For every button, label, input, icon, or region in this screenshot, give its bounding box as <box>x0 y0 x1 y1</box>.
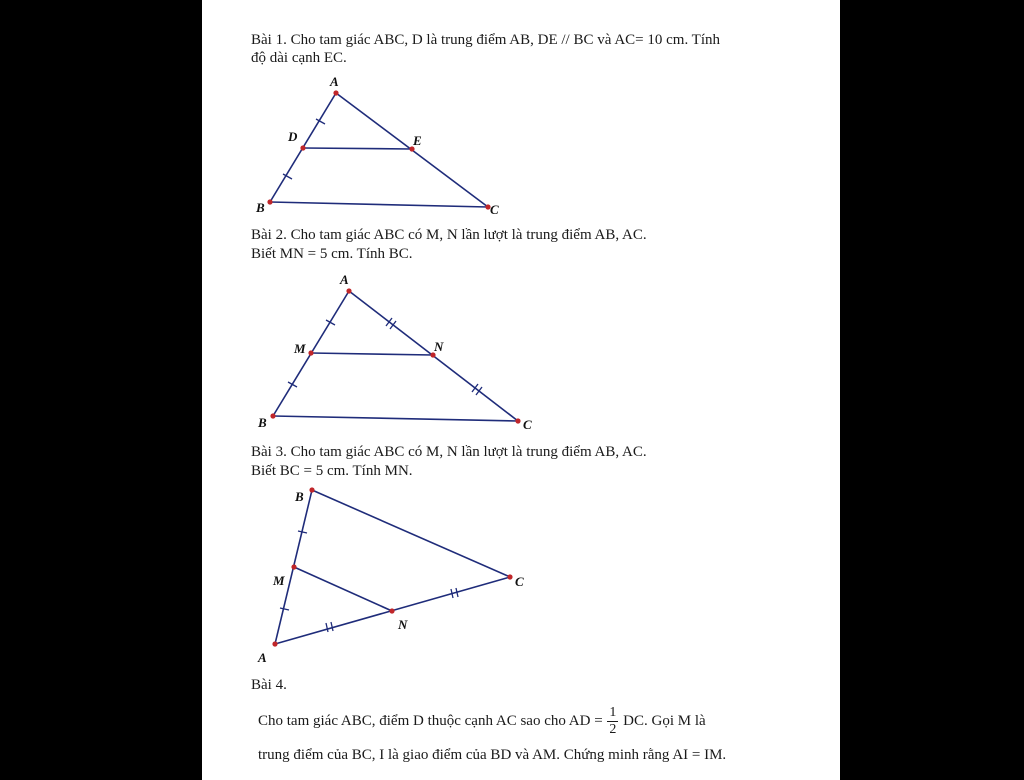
label-c-3: C <box>515 574 524 589</box>
point-b-1 <box>267 199 272 204</box>
bai2-line1: Bài 2. Cho tam giác ABC có M, N lần lượt là trung điểm AB, AC. <box>251 227 647 243</box>
bai1-line1: Bài 1. Cho tam giác ABC, D là trung điểm AB, DE // BC và AC= 10 cm. Tính <box>251 32 720 48</box>
label-b-2: B <box>258 415 267 430</box>
segment-bc-3 <box>312 490 510 577</box>
label-e-1: E <box>413 133 422 148</box>
tick-mark <box>472 384 478 392</box>
tick-mark <box>331 622 333 631</box>
tick-mark <box>476 387 482 395</box>
bai4-line1-start: Cho tam giác ABC, điểm D thuộc cạnh AC sao cho AD = <box>258 712 603 729</box>
segment-de-1 <box>303 148 412 149</box>
bai1-line2: độ dài cạnh EC. <box>251 50 347 66</box>
bai4-line2: trung điểm của BC, I là giao điểm của BD và AM. Chứng minh rằng AI = IM. <box>258 747 727 763</box>
bai3-line2: Biết BC = 5 cm. Tính MN. <box>251 463 413 479</box>
label-m-3: M <box>273 573 285 588</box>
label-n-3: N <box>398 617 408 632</box>
figure-2-triangle <box>257 272 532 432</box>
segment-mn-3 <box>294 567 392 611</box>
label-a-1: A <box>330 74 339 89</box>
segment-bc-1 <box>270 202 488 207</box>
tick-mark <box>390 321 396 329</box>
point-a-2 <box>346 288 351 293</box>
fraction-denominator: 2 <box>609 722 617 737</box>
point-a-1 <box>333 90 338 95</box>
point-n-3 <box>389 608 394 613</box>
bai2-line2: Biết MN = 5 cm. Tính BC. <box>251 246 413 262</box>
label-n-2: N <box>434 339 444 354</box>
segment-bc-2 <box>273 416 518 421</box>
figure-3-triangle <box>257 487 524 665</box>
segment-mn-2 <box>311 353 433 355</box>
point-m-2 <box>308 350 313 355</box>
point-c-3 <box>507 574 512 579</box>
figure-1-triangle <box>255 74 499 217</box>
point-c-2 <box>515 418 520 423</box>
label-a-3: A <box>258 650 267 665</box>
point-a-3 <box>272 641 277 646</box>
label-a-2: A <box>340 272 349 287</box>
point-m-3 <box>291 564 296 569</box>
point-b-2 <box>270 413 275 418</box>
point-b-3 <box>309 487 314 492</box>
label-c-2: C <box>523 417 532 432</box>
tick-mark <box>326 623 328 632</box>
label-d-1: D <box>288 129 298 144</box>
point-d-1 <box>300 145 305 150</box>
tick-mark <box>280 608 289 610</box>
label-c-1: C <box>490 202 499 217</box>
bai4-line1-end: DC. Gọi M là <box>623 712 706 729</box>
fraction-numerator: 1 <box>609 705 617 720</box>
bai4-title: Bài 4. <box>251 677 287 693</box>
label-m-2: M <box>294 341 306 356</box>
label-b-1: B <box>256 200 265 215</box>
label-b-3: B <box>295 489 304 504</box>
bai3-line1: Bài 3. Cho tam giác ABC có M, N lần lượt là trung điểm AB, AC. <box>251 444 647 460</box>
